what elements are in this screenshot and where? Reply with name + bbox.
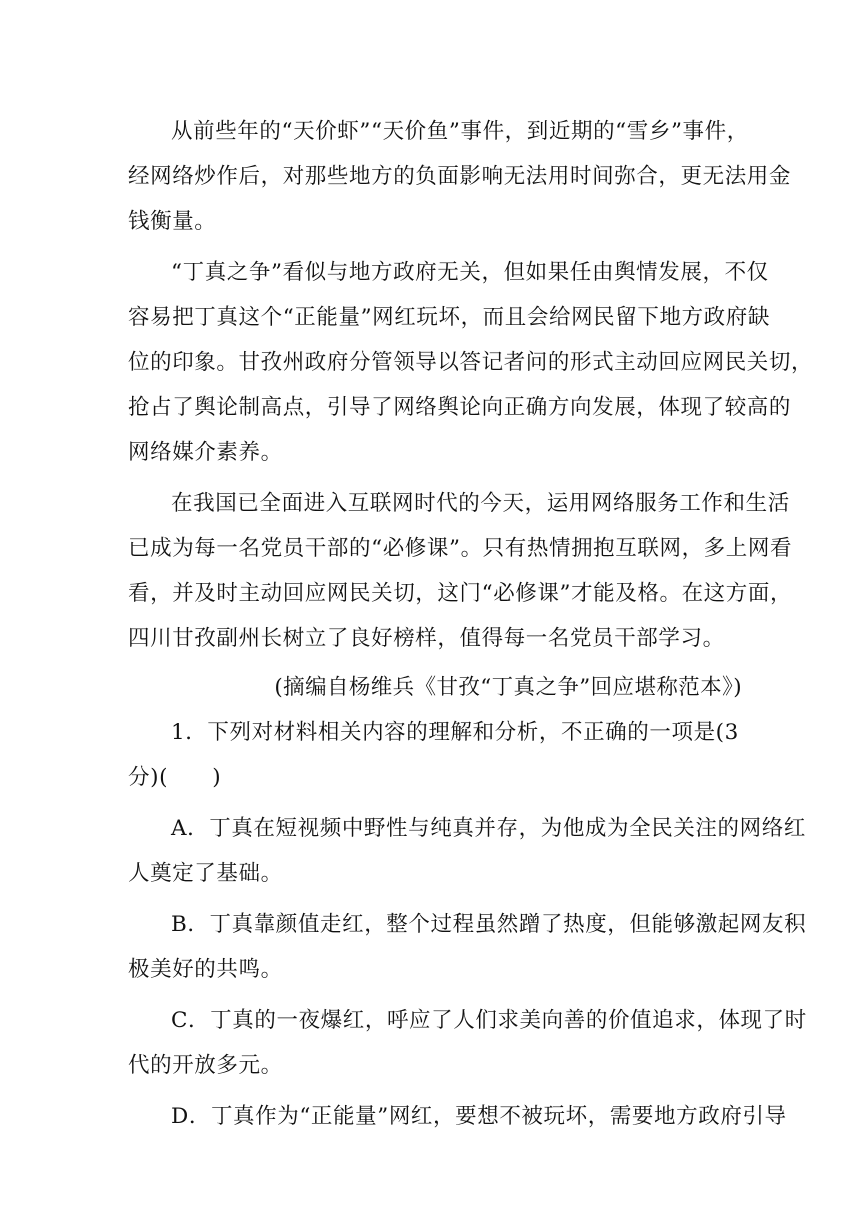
option-line: 代的开放多元。: [128, 1053, 283, 1078]
option-line: A．丁真在短视频中野性与纯真并存，为他成为全民关注的网络红: [171, 816, 806, 841]
paragraph-line: 钱衡量。: [128, 209, 217, 234]
option-line: D．丁真作为“正能量”网红，要想不被玩坏，需要地方政府引导: [171, 1104, 787, 1129]
question-1-stem: [128, 710, 742, 800]
paragraph-line: “丁真之争”看似与地方政府无关，但如果任由舆情发展，不仅: [171, 260, 769, 285]
paragraph-line: 抢占了舆论制高点，引导了网络舆论向正确方向发展，体现了较高的: [128, 395, 792, 420]
paragraph-1: [128, 109, 792, 244]
paragraph-line: 已成为每一名党员干部的“必修课”。只有热情拥抱互联网，多上网看: [128, 536, 793, 561]
paragraph-line: 看，并及时主动回应网民关切，这门“必修课”才能及格。在这方面，: [128, 581, 793, 606]
option-d: [128, 1094, 787, 1139]
option-a: [128, 806, 806, 896]
paragraph-line: 经网络炒作后，对那些地方的负面影响无法用时间弥合，更无法用金: [128, 164, 792, 189]
paragraph-line: 从前些年的“天价虾”“天价鱼”事件，到近期的“雪乡”事件，: [171, 119, 749, 144]
paragraph-line: 容易把丁真这个“正能量”网红玩坏，而且会给网民留下地方政府缺: [128, 305, 770, 330]
paragraph-line: 在我国已全面进入互联网时代的今天，运用网络服务工作和生活: [171, 491, 790, 516]
paragraph-2: [128, 250, 814, 475]
paragraph-line: 四川甘孜副州长树立了良好榜样，值得每一名党员干部学习。: [128, 626, 725, 651]
option-b: [128, 902, 807, 992]
paragraph-line: 网络媒介素养。: [128, 440, 283, 465]
question-line: 1．下列对材料相关内容的理解和分析，不正确的一项是(3: [171, 720, 739, 745]
paragraph-line: 位的印象。甘孜州政府分管领导以答记者问的形式主动回应网民关切，: [128, 350, 814, 375]
option-line: 人奠定了基础。: [128, 861, 283, 886]
option-line: 极美好的共鸣。: [128, 957, 283, 982]
option-line: C．丁真的一夜爆红，呼应了人们求美向善的价值追求，体现了时: [171, 1008, 807, 1033]
option-c: [128, 998, 807, 1088]
question-line: 分)( ): [128, 765, 222, 790]
option-line: B．丁真靠颜值走红，整个过程虽然蹭了热度，但能够激起网友积: [171, 912, 807, 937]
source-citation: (摘编自杨维兵《甘孜“丁真之争”回应堪称范本》): [274, 675, 742, 700]
paragraph-3: [128, 481, 793, 661]
